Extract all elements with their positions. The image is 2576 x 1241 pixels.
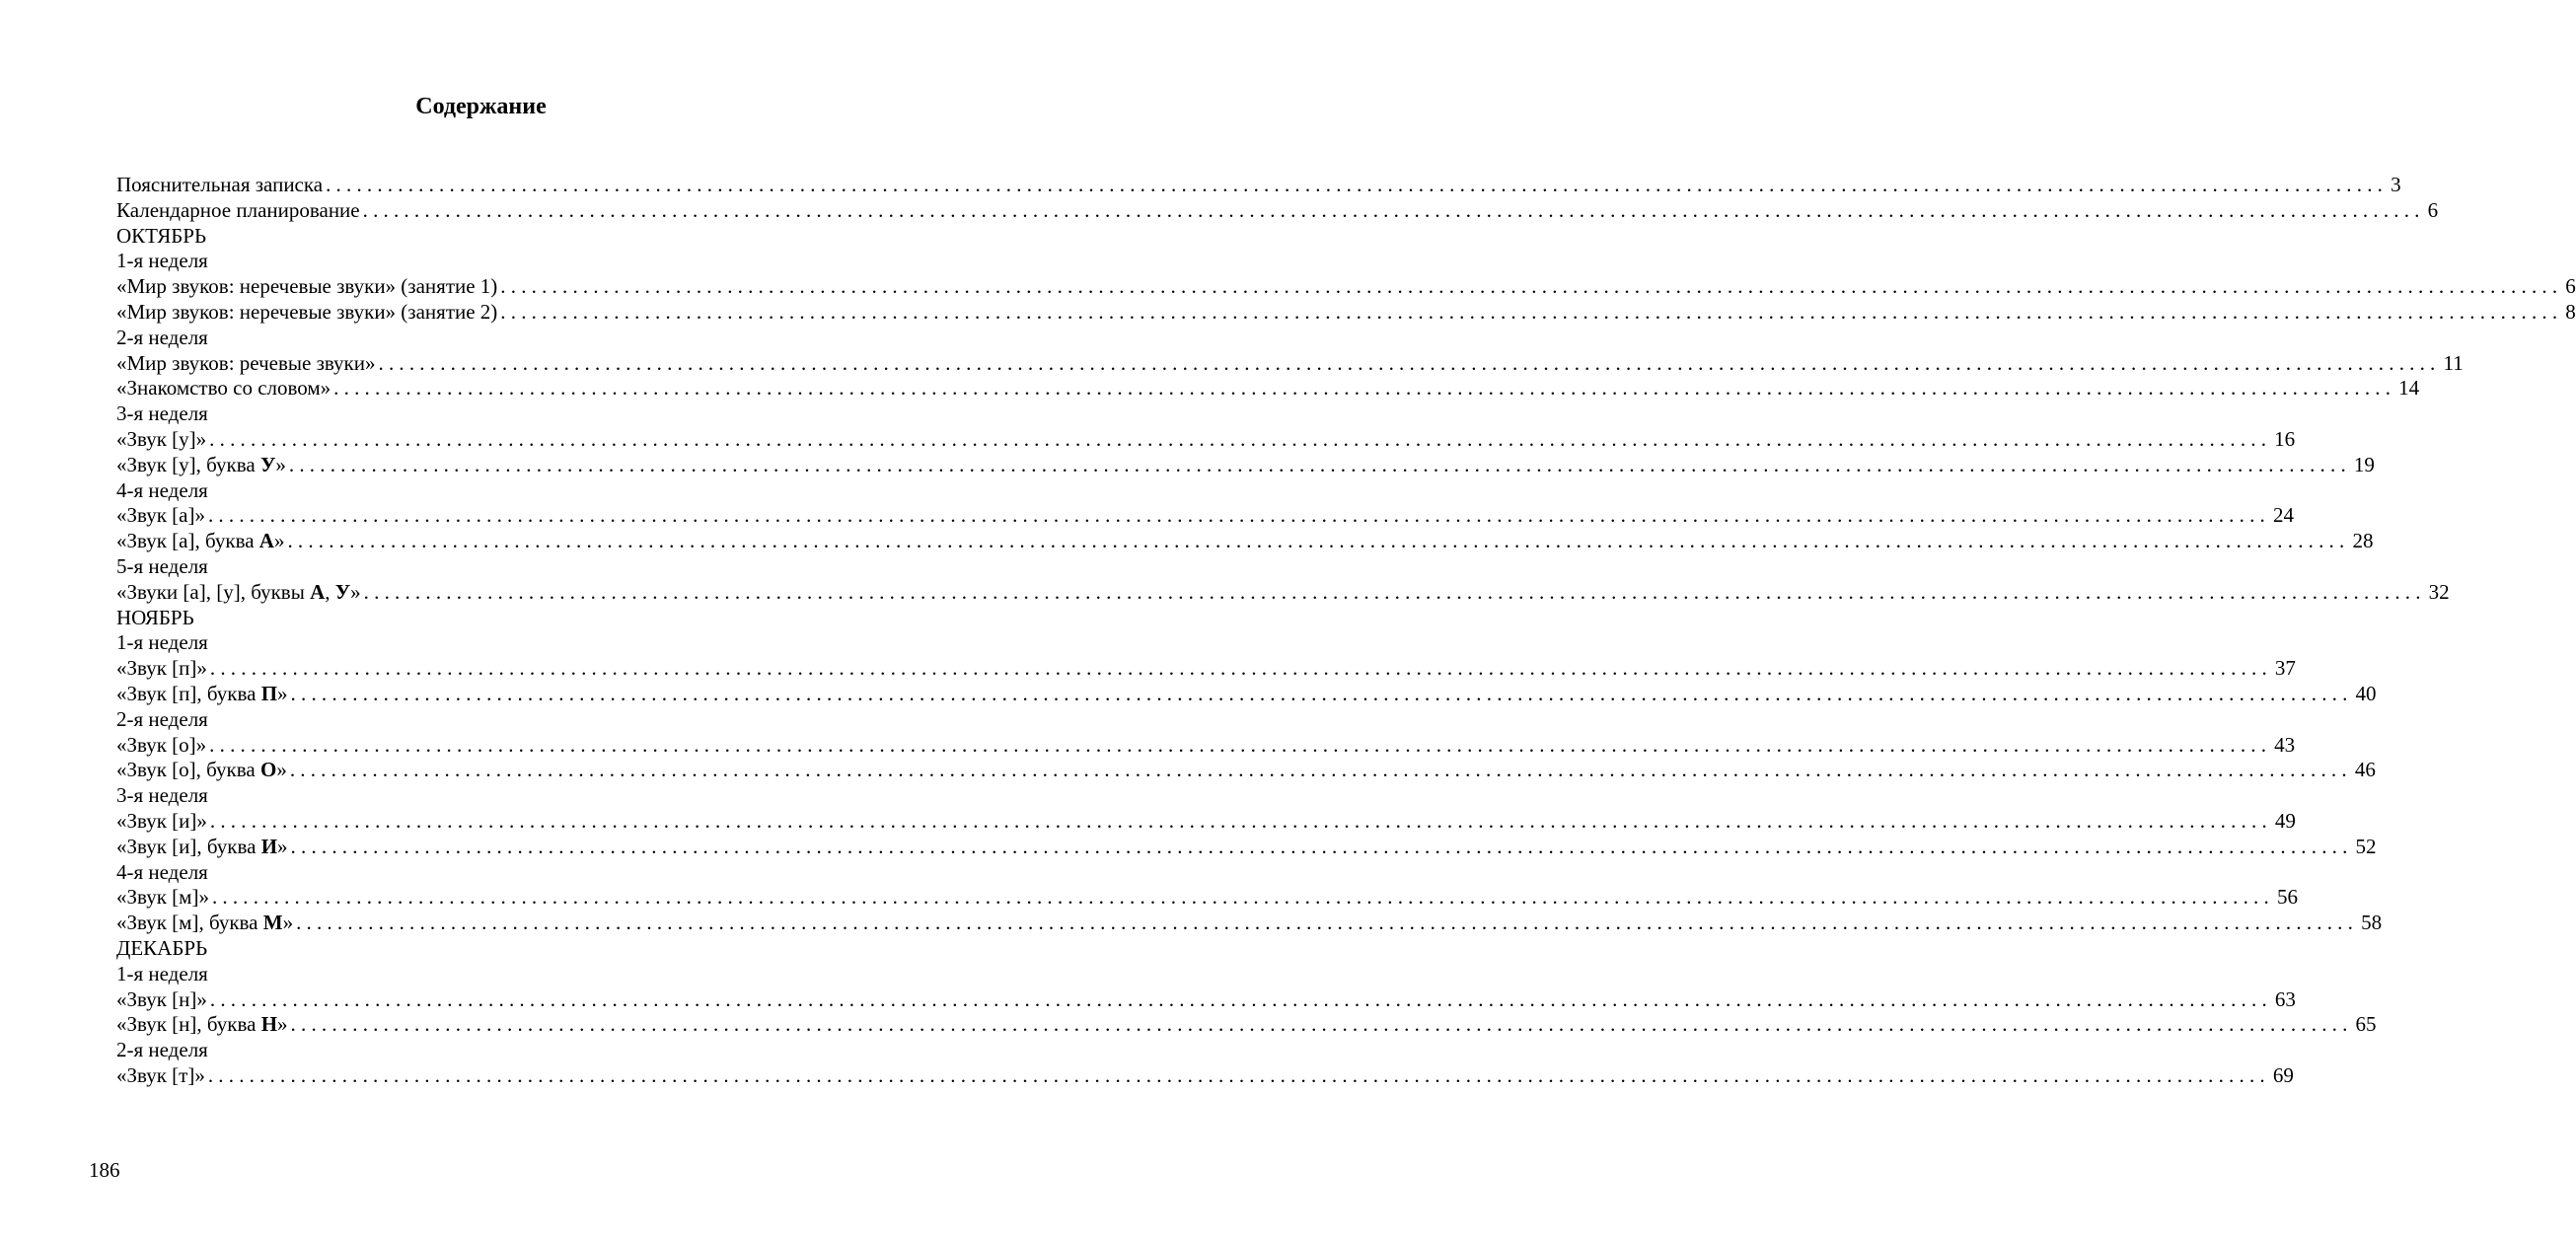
toc-entry-title xyxy=(116,733,206,759)
toc-page-number: 16 xyxy=(2274,426,2296,451)
toc-entry-title xyxy=(116,809,207,835)
title-fragment: «Звук [п]» xyxy=(116,656,207,681)
bold-letter: М xyxy=(262,911,283,935)
title-fragment: » xyxy=(277,681,288,705)
toc-section-heading xyxy=(116,707,869,733)
title-fragment: «Звук [а]» xyxy=(116,503,205,528)
toc-page-number: 19 xyxy=(2353,452,2375,476)
title-fragment: «Звук [у], буква xyxy=(116,452,260,476)
toc-entry-title xyxy=(116,1063,205,1089)
title-fragment: » xyxy=(277,1012,288,1037)
toc-entry-title xyxy=(116,580,361,606)
toc-heading-text xyxy=(116,860,208,886)
toc-entry xyxy=(116,579,2450,606)
title-fragment: 2-я неделя xyxy=(116,1038,208,1062)
dot-leader: ........................................................................................................................................................................................................ xyxy=(211,885,2274,910)
toc-entry xyxy=(116,529,2374,554)
title-fragment: » xyxy=(273,529,285,553)
dot-leader: ........................................................................................................................................................................................................ xyxy=(296,911,2359,935)
dot-leader: ........................................................................................................................................................................................................ xyxy=(326,173,2389,196)
dot-leader: ........................................................................................................................................................................................................ xyxy=(362,197,2425,222)
dot-leader: ........................................................................................................................................................................................................ xyxy=(207,1062,2270,1087)
toc-page-number: 46 xyxy=(2354,758,2376,782)
toc-entry xyxy=(116,376,2420,402)
title-fragment: 2-я неделя xyxy=(116,325,208,349)
title-fragment: 1-я неделя xyxy=(116,961,208,986)
toc-heading-text xyxy=(116,478,208,504)
toc-section-heading xyxy=(116,554,869,580)
toc-entry-title xyxy=(116,351,376,377)
title-fragment: » xyxy=(277,834,288,858)
toc-page-number: 43 xyxy=(2274,732,2296,757)
page-number: 186 xyxy=(89,1158,120,1182)
dot-leader: ........................................................................................................................................................................................................ xyxy=(363,579,2426,604)
toc-heading-text xyxy=(116,402,208,427)
toc-entry-title xyxy=(116,758,287,783)
toc-entry-title xyxy=(116,198,360,224)
title-fragment: 4-я неделя xyxy=(116,477,208,502)
title-fragment: » xyxy=(282,911,294,935)
page-title: Содержание xyxy=(415,94,547,119)
title-fragment: «Звук [н]» xyxy=(116,986,207,1011)
toc-heading-text xyxy=(116,707,208,733)
toc-heading-text xyxy=(116,936,207,962)
dot-leader: ........................................................................................................................................................................................................ xyxy=(289,758,2352,782)
dot-leader: ........................................................................................................................................................................................................ xyxy=(287,529,2350,553)
toc-section-heading xyxy=(116,630,869,656)
title-fragment: НОЯБРЬ xyxy=(116,605,194,629)
toc-entry xyxy=(116,274,2576,300)
toc-heading-text xyxy=(116,630,208,656)
toc-page-number: 58 xyxy=(2361,911,2383,935)
bold-letter: А xyxy=(310,579,326,604)
toc-heading-text xyxy=(116,962,208,987)
toc-page-number: 52 xyxy=(2355,834,2377,858)
toc-section-heading xyxy=(116,326,869,351)
toc-page-number: 40 xyxy=(2355,681,2377,705)
toc-entry xyxy=(116,808,2296,835)
toc-entry-title xyxy=(116,911,293,936)
toc-page-number: 3 xyxy=(2391,173,2401,196)
toc-entry-title xyxy=(116,835,288,860)
toc-page-number: 6 xyxy=(2565,274,2576,299)
title-fragment: «Мир звуков: неречевые звуки» (занятие 2) xyxy=(116,299,498,324)
title-fragment: «Звук [о], буква xyxy=(116,758,260,782)
toc-page-number: 32 xyxy=(2428,579,2450,604)
table-of-contents xyxy=(116,173,2576,1089)
bold-letter: У xyxy=(334,579,351,604)
dot-leader: ........................................................................................................................................................................................................ xyxy=(288,452,2351,476)
toc-entry-title xyxy=(116,885,209,911)
toc-entry xyxy=(116,656,2296,682)
toc-heading-text xyxy=(116,606,194,631)
toc-section-heading xyxy=(116,783,869,809)
toc-entry xyxy=(116,426,2296,453)
title-fragment: «Звук [н], буква xyxy=(116,1012,261,1037)
toc-heading-text xyxy=(116,554,208,580)
dot-leader: ........................................................................................................................................................................................................ xyxy=(290,1012,2353,1037)
title-fragment: «Звук [м]» xyxy=(116,885,209,910)
bold-letter: П xyxy=(260,681,278,705)
bold-letter: У xyxy=(259,452,276,476)
title-fragment: 3-я неделя xyxy=(116,783,208,808)
title-fragment: «Знакомство со словом» xyxy=(116,376,331,401)
toc-entry xyxy=(116,732,2296,759)
toc-section-heading xyxy=(116,962,869,987)
toc-entry xyxy=(116,758,2376,783)
dot-leader: ........................................................................................................................................................................................................ xyxy=(209,986,2272,1011)
toc-entry-title xyxy=(116,376,331,402)
toc-entry-title xyxy=(116,503,205,529)
toc-section-heading xyxy=(116,936,869,962)
toc-heading-text xyxy=(116,783,208,809)
title-fragment: «Звук [и], буква xyxy=(116,834,261,858)
toc-entry-title xyxy=(116,453,286,478)
toc-page-number: 6 xyxy=(2427,197,2439,222)
toc-page-number: 28 xyxy=(2352,529,2374,553)
toc-page-number: 24 xyxy=(2272,503,2294,528)
toc-entry-title xyxy=(116,1012,288,1038)
dot-leader: ........................................................................................................................................................................................................ xyxy=(209,656,2272,681)
dot-leader: ........................................................................................................................................................................................................ xyxy=(209,426,2272,451)
toc-section-heading xyxy=(116,1038,869,1063)
toc-entry-title xyxy=(116,656,207,682)
toc-page-number: 8 xyxy=(2565,299,2576,324)
toc-entry xyxy=(116,834,2377,860)
toc-entry xyxy=(116,1012,2377,1038)
title-fragment: ОКТЯБРЬ xyxy=(116,223,207,248)
title-fragment: «Звук [и]» xyxy=(116,808,207,833)
title-fragment: «Звук [а], буква xyxy=(116,529,259,553)
dot-leader: ........................................................................................................................................................................................................ xyxy=(500,299,2563,324)
toc-entry xyxy=(116,885,2298,911)
title-fragment: » xyxy=(350,579,361,604)
toc-entry-title xyxy=(116,682,288,707)
toc-entry xyxy=(116,197,2439,224)
title-fragment: 1-я неделя xyxy=(116,249,208,273)
toc-section-heading xyxy=(116,249,869,274)
toc-heading-text xyxy=(116,224,206,250)
dot-leader: ........................................................................................................................................................................................................ xyxy=(209,808,2272,833)
toc-section-heading xyxy=(116,402,869,427)
title-fragment: Календарное планирование xyxy=(116,197,360,222)
toc-entry xyxy=(116,350,2464,377)
title-fragment: 5-я неделя xyxy=(116,553,208,578)
title-fragment: «Мир звуков: неречевые звуки» (занятие 1) xyxy=(116,274,498,299)
bold-letter: А xyxy=(258,529,274,553)
toc-page-number: 56 xyxy=(2276,885,2298,910)
toc-entry xyxy=(116,1062,2294,1089)
toc-page-number: 65 xyxy=(2355,1012,2377,1037)
toc-page-number: 37 xyxy=(2274,656,2296,681)
toc-entry xyxy=(116,503,2294,529)
title-fragment: «Звук [м], буква xyxy=(116,911,263,935)
dot-leader: ........................................................................................................................................................................................................ xyxy=(333,376,2396,401)
toc-entry-title xyxy=(116,173,323,198)
title-fragment: «Звук [о]» xyxy=(116,732,207,757)
title-fragment: 4-я неделя xyxy=(116,859,208,884)
dot-leader: ........................................................................................................................................................................................................ xyxy=(209,732,2272,757)
bold-letter: И xyxy=(260,834,278,858)
title-fragment: «Звуки [а], [у], буквы xyxy=(116,579,311,604)
title-fragment: , xyxy=(325,579,335,604)
title-fragment: ДЕКАБРЬ xyxy=(116,935,208,960)
toc-page-number: 49 xyxy=(2274,808,2296,833)
toc-entry xyxy=(116,986,2296,1013)
title-fragment: «Звук [т]» xyxy=(116,1062,205,1087)
bold-letter: Н xyxy=(260,1012,278,1037)
title-fragment: Пояснительная записка xyxy=(116,173,324,196)
toc-page-number: 11 xyxy=(2443,350,2464,375)
dot-leader: ........................................................................................................................................................................................................ xyxy=(290,834,2353,858)
dot-leader: ........................................................................................................................................................................................................ xyxy=(378,350,2441,375)
toc-entry xyxy=(116,681,2377,707)
toc-entry-title xyxy=(116,427,206,453)
dot-leader: ........................................................................................................................................................................................................ xyxy=(500,274,2563,299)
title-fragment: 1-я неделя xyxy=(116,630,208,655)
toc-entry-title xyxy=(116,300,497,326)
toc-entry xyxy=(116,299,2576,326)
toc-section-heading xyxy=(116,478,869,504)
dot-leader: ........................................................................................................................................................................................................ xyxy=(207,503,2270,528)
title-fragment: «Звук [у]» xyxy=(116,426,207,451)
toc-entry xyxy=(116,452,2375,478)
toc-heading-text xyxy=(116,326,208,351)
toc-heading-text xyxy=(116,249,208,274)
toc-entry xyxy=(116,911,2383,936)
toc-entry-title xyxy=(116,987,207,1013)
toc-entry-title xyxy=(116,274,497,300)
bold-letter: О xyxy=(259,758,277,782)
toc-entry-title xyxy=(116,529,284,554)
toc-section-heading xyxy=(116,606,869,631)
toc-page-number: 69 xyxy=(2272,1062,2294,1087)
toc-heading-text xyxy=(116,1038,208,1063)
toc-page-number: 63 xyxy=(2274,986,2296,1011)
dot-leader: ........................................................................................................................................................................................................ xyxy=(290,681,2353,705)
toc-page-number: 14 xyxy=(2398,376,2420,401)
title-fragment: «Звук [п], буква xyxy=(116,681,261,705)
toc-section-heading xyxy=(116,860,869,886)
toc-section-heading xyxy=(116,224,869,250)
title-fragment: » xyxy=(275,452,286,476)
title-fragment: «Мир звуков: речевые звуки» xyxy=(116,350,376,375)
title-fragment: 2-я неделя xyxy=(116,706,208,731)
title-fragment: » xyxy=(276,758,287,782)
toc-entry xyxy=(116,173,2401,198)
title-fragment: 3-я неделя xyxy=(116,402,208,426)
